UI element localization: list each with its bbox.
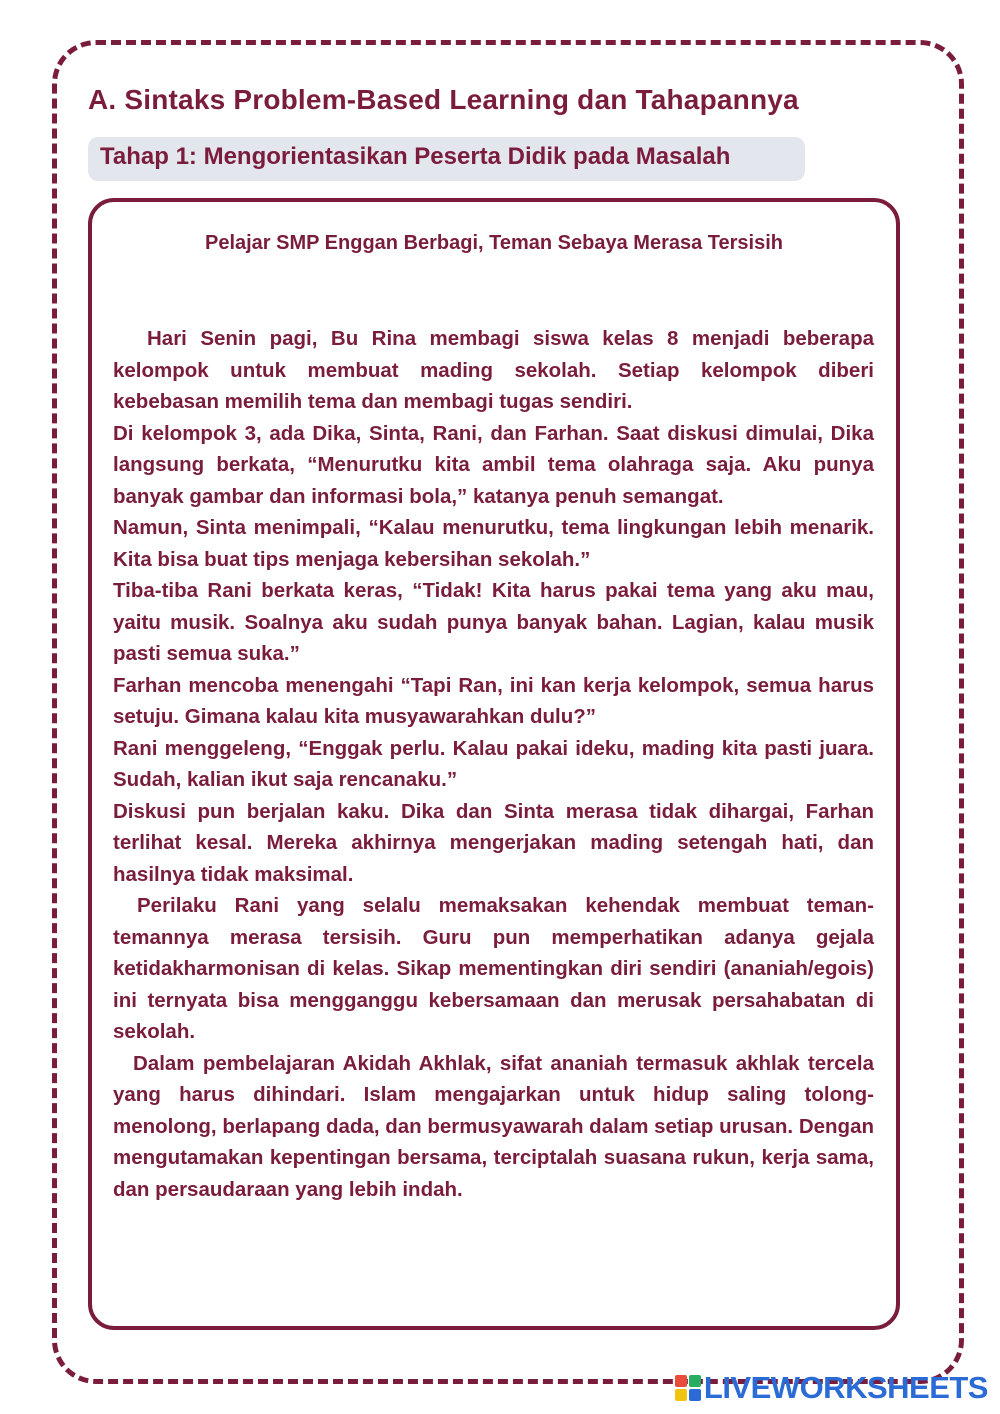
story-paragraph: Namun, Sinta menimpali, “Kalau menurutku, tema lingkungan lebih menarik. Kita bisa buat tips menjaga kebersihan sekolah.” [113,516,874,571]
page-title: A. Sintaks Problem-Based Learning dan Tahapannya [88,84,799,115]
story-box [88,198,900,1330]
liveworksheets-watermark [675,1370,988,1406]
story-title: Pelajar SMP Enggan Berbagi, Teman Sebaya Merasa Tersisih [204,232,783,254]
story-paragraph: Tiba-tiba Rani berkata keras, “Tidak! Kita harus pakai tema yang aku mau, yaitu musik. Soalnya aku sudah punya banyak bahan. Lagian, kalau musik pasti semua suka.” [113,579,874,665]
liveworksheets-logo-icon [675,1375,701,1401]
story-paragraph: Dalam pembelajaran Akidah Akhlak, sifat ananiah termasuk akhlak tercela yang harus dihindari. Islam mengajarkan untuk hidup saling tolong-menolong, berlapang dada, dan bermusyawarah dalam setiap urusan. Dengan mengutamakan kepentingan bersama, terciptalah suasana rukun, kerja sama, dan persaudaraan yang lebih indah. [113,1051,874,1201]
story-paragraph: Di kelompok 3, ada Dika, Sinta, Rani, dan Farhan. Saat diskusi dimulai, Dika langsung berkata, “Menurutku kita ambil tema olahraga saja. Aku punya banyak gambar dan informasi bola,” katanya penuh semangat. [113,421,874,508]
watermark-text: LIVEWORKSHEETS [703,1370,988,1405]
story-paragraph: Rani menggeleng, “Enggak perlu. Kalau pakai ideku, mading kita pasti juara. Sudah, kalian ikut saja rencanaku.” [113,736,874,791]
story-paragraph: Perilaku Rani yang selalu memaksakan kehendak membuat teman-temannya merasa tersisih. Guru pun memperhatikan adanya gejala ketidakharmonisan di kelas. Sikap mementingkan diri sendiri (ananiah/egois) ini ternyata bisa mengganggu kebersamaan dan merusak persahabatan di sekolah. [113,894,874,1043]
story-paragraph: Diskusi pun berjalan kaku. Dika dan Sinta merasa tidak dihargai, Farhan terlihat kesal. Mereka akhirnya mengerjakan mading setengah hati, dan hasilnya tidak maksimal. [113,799,874,886]
story-body [113,323,874,1205]
story-paragraph: Farhan mencoba menengahi “Tapi Ran, ini kan kerja kelompok, semua harus setuju. Gimana kalau kita musyawarahkan dulu?” [113,673,874,728]
stage-label: Tahap 1: Mengorientasikan Peserta Didik pada Masalah [88,137,805,181]
story-paragraph: Hari Senin pagi, Bu Rina membagi siswa kelas 8 menjadi beberapa kelompok untuk membuat mading sekolah. Setiap kelompok diberi kebebasan memilih tema dan membagi tugas sendiri. [113,327,874,413]
